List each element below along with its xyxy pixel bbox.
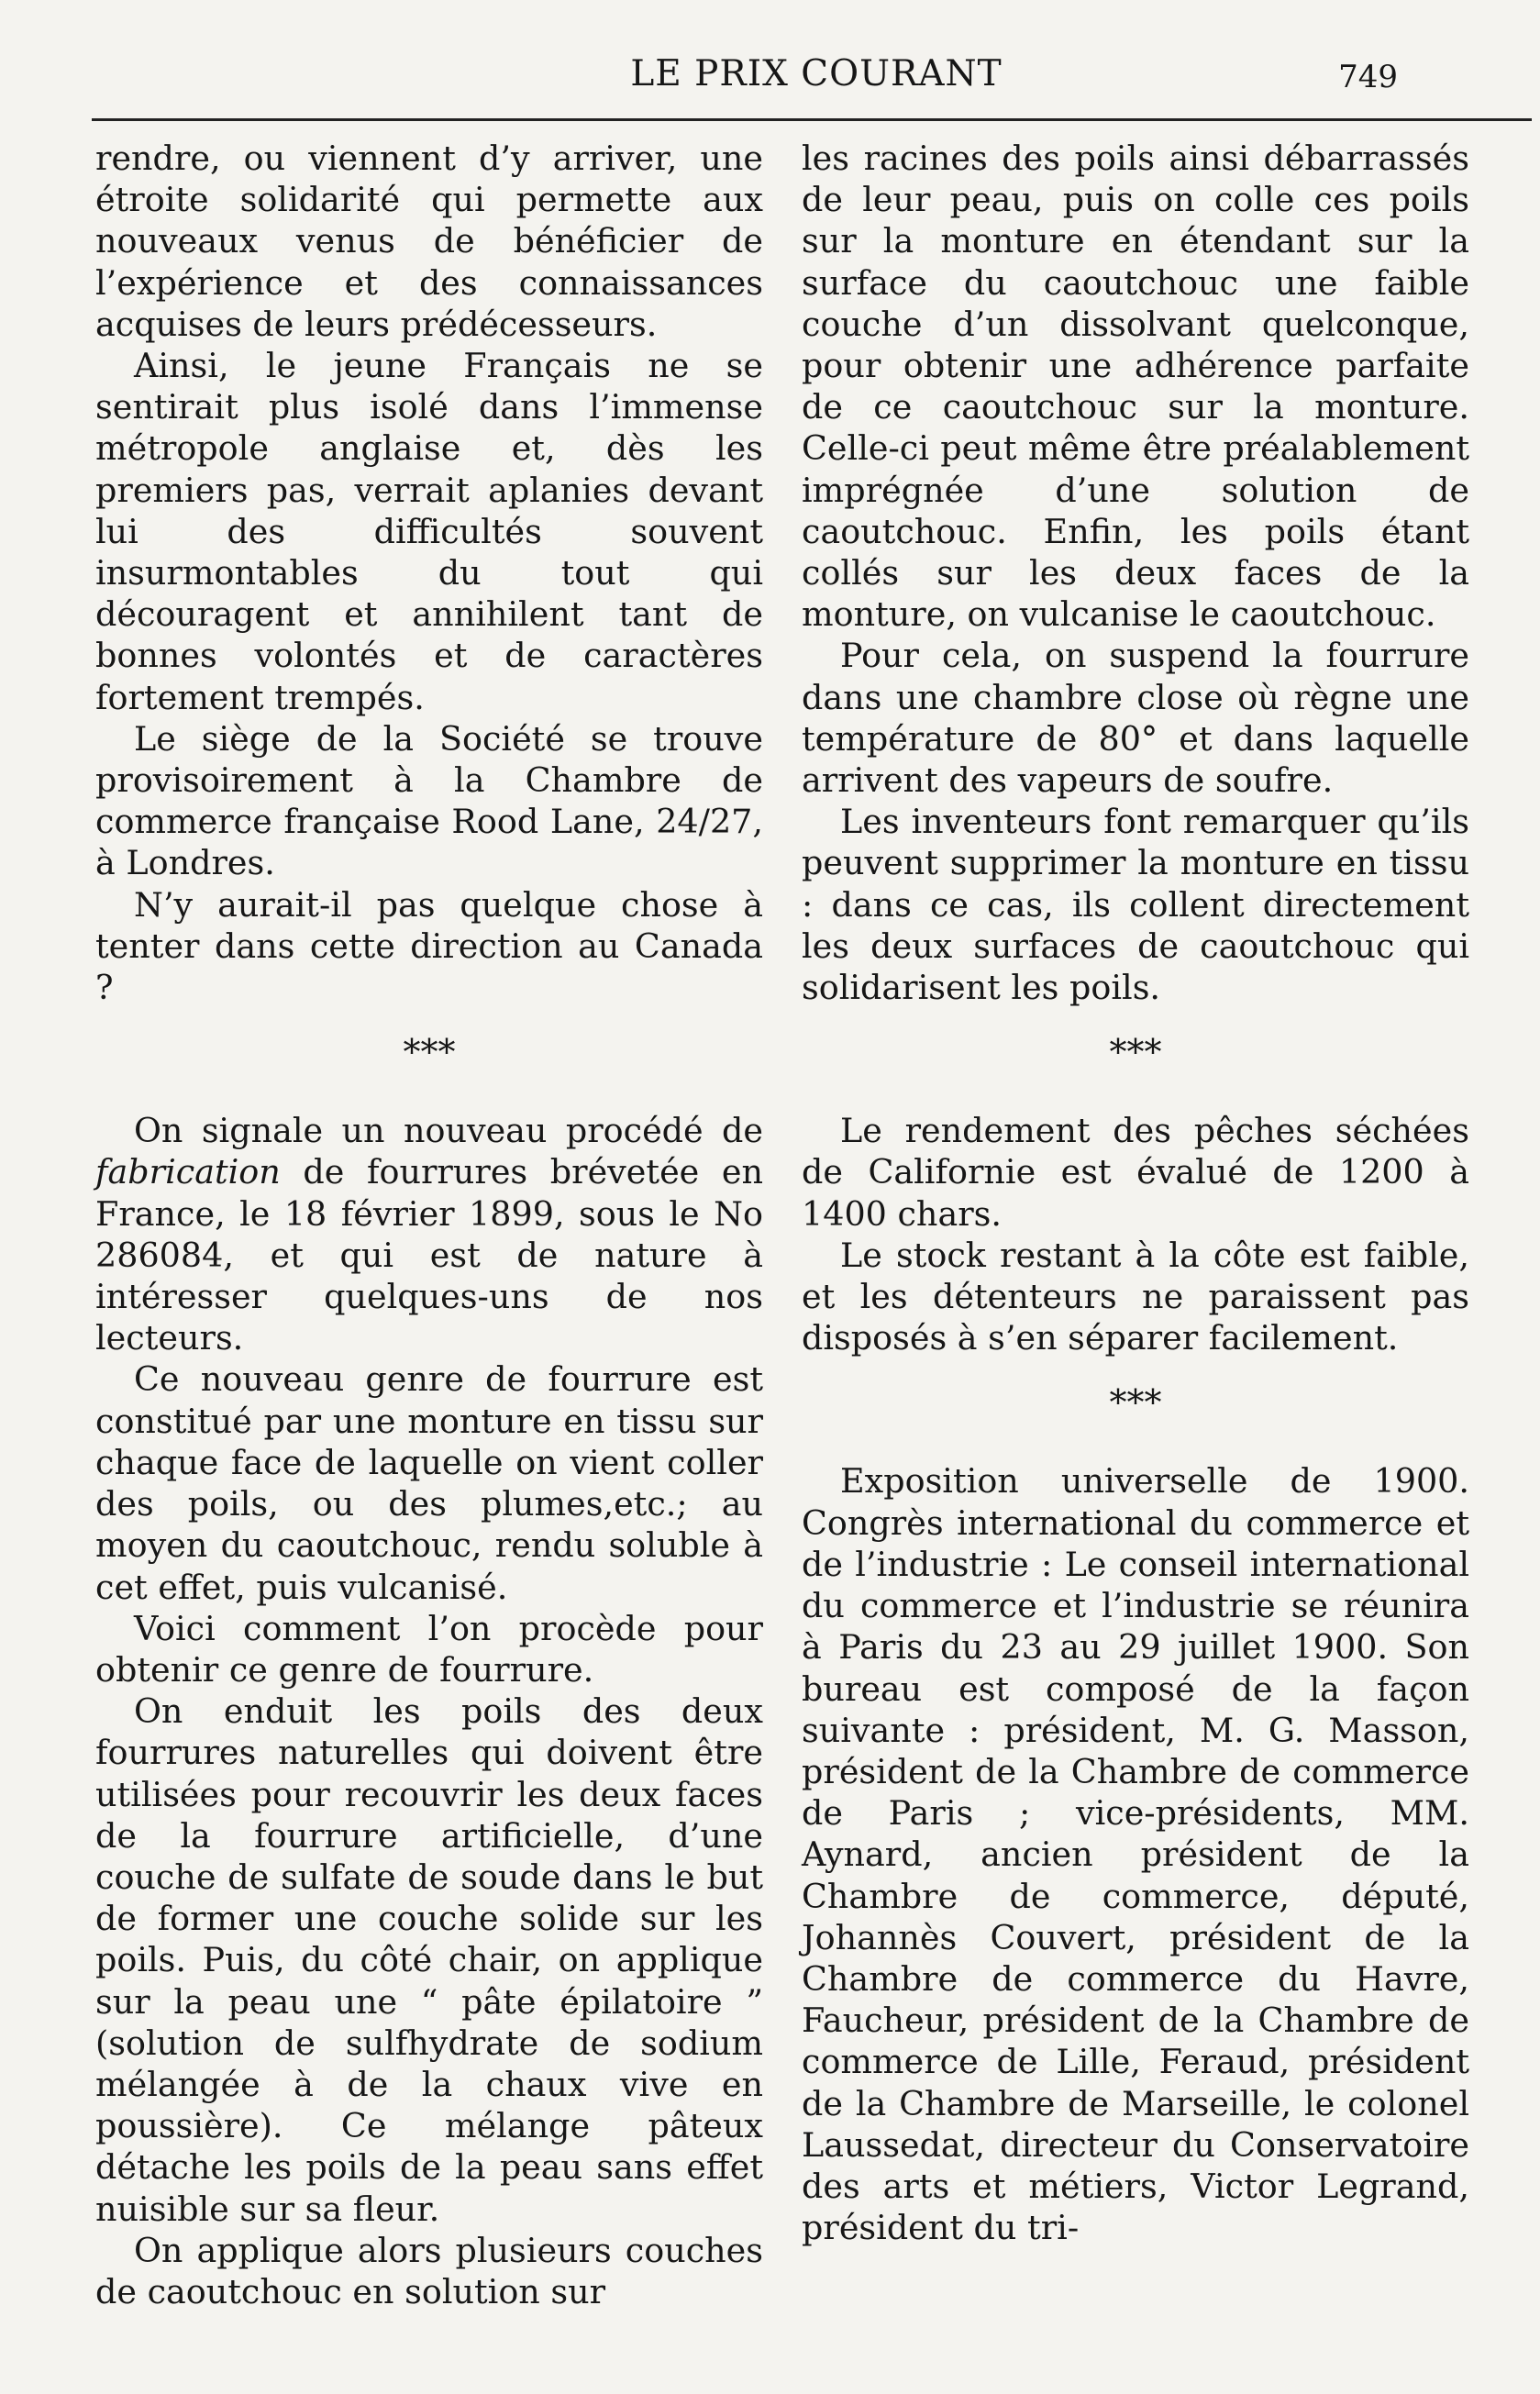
section-separator: *** [1109, 1032, 1162, 1073]
right-column [802, 138, 1469, 2248]
paragraph: les racines des poils ainsi débarrassés de leur peau, puis on colle ces poils sur la monture en étendant sur la surface du caoutchouc une faible couche d’un dissolvant quelconque, pour obtenir une adhérence parfaite de ce caoutchouc sur la monture. Celle-ci peut même être préalablement imprégnée d’une solution de caoutchouc. Enfin, les poils étant collés sur les deux faces de la monture, on vulcanise le caoutchouc. [802, 139, 1469, 635]
page-number: 749 [1338, 59, 1398, 95]
paragraph: Le rendement des pêches séchées de Californie est évalué de 1200 à 1400 chars. [802, 1111, 1469, 1234]
paragraph: rendre, ou viennent d’y arriver, une étroite solidarité qui permette aux nouveaux venus de bénéficier de l’expérience et des connaissances acquises de leurs prédécesseurs. [95, 139, 763, 344]
section-separator: *** [1109, 1382, 1162, 1424]
paragraph: Les inventeurs font remarquer qu’ils peuvent supprimer la monture en tissu : dans ce cas, ils collent directement les deux surfaces de caoutchouc qui solidarisent les poils. [802, 802, 1469, 1008]
paragraph: Le siège de la Société se trouve provisoirement à la Chambre de commerce française Rood Lane, 24/27, à Londres. [95, 718, 763, 883]
paragraph: On enduit les poils des deux fourrures naturelles qui doivent être utilisées pour recouvrir les deux faces de la fourrure artificielle, d’une couche de sulfate de soude dans le but de former une couche solide sur les poils. Puis, du côté chair, on applique sur la peau une “ pâte épilatoire ” (solution de sulfhydrate de sodium mélangée à de la chaux vive en poussière). Ce mélange pâteux détache les poils de la peau sans effet nuisible sur sa fleur. [95, 1691, 763, 2229]
paragraph: N’y aurait-il pas quelque chose à tenter dans cette direction au Canada ? [95, 884, 763, 1008]
paragraph: Le stock restant à la côte est faible, et les détenteurs ne paraissent pas disposés à s’en séparer facilement. [802, 1235, 1469, 1358]
paragraph: Pour cela, on suspend la fourrure dans une chambre close où règne une température de 80° et dans laquelle arrivent des vapeurs de soufre. [802, 636, 1469, 801]
paragraph [95, 1110, 763, 1358]
paragraph: Ainsi, le jeune Français ne se sentirait plus isolé dans l’immense métropole anglaise et, dès les premiers pas, verrait aplanies devant lui des difficultés souvent insurmontables du tout qui découragent et annihilent tant de bonnes volontés et de caractères fortement trempés. [95, 346, 763, 717]
left-column [95, 138, 763, 2312]
page-header [92, 53, 1403, 108]
header-rule [92, 118, 1532, 121]
paragraph-text: On signale un nouveau procédé de [134, 1111, 763, 1151]
paragraph: Voici comment l’on procède pour obtenir ce genre de fourrure. [95, 1608, 763, 1690]
paragraph: On applique alors plusieurs couches de caoutchouc en solution sur [95, 2230, 763, 2311]
paragraph: Ce nouveau genre de fourrure est constitué par une monture en tissu sur chaque face de laquelle on vient coller des poils, ou des plumes,etc.; au moyen du caoutchouc, rendu soluble à cet effet, puis vulcanisé. [95, 1359, 763, 1607]
paragraph: Exposition universelle de 1900. Congrès international du commerce et de l’industrie : Le conseil international du commerce et l’industrie se réunira à Paris du 23 au 29 juillet 1900. Son bureau est composé de la façon suivante : président, M. G. Masson, président de la Chambre de commerce de Paris ; vice-présidents, MM. Aynard, ancien président de la Chambre de commerce, député, Johannès Couvert, président de la Chambre de commerce du Havre, Faucheur, président de la Chambre de commerce de Lille, Feraud, président de la Chambre de Marseille, le colonel Laussedat, directeur du Conservatoire des arts et métiers, Victor Legrand, président du tri- [802, 1461, 1469, 2248]
section-separator: *** [403, 1032, 456, 1073]
paragraph-text: de fourrures brévetée en France, le 18 février 1899, sous le No 286084, et qui est de nature à intéresser quelques-uns de nos lecteurs. [95, 1152, 763, 1358]
running-title: LE PRIX COURANT [630, 53, 1003, 94]
italic-term: fabrication [95, 1152, 281, 1192]
